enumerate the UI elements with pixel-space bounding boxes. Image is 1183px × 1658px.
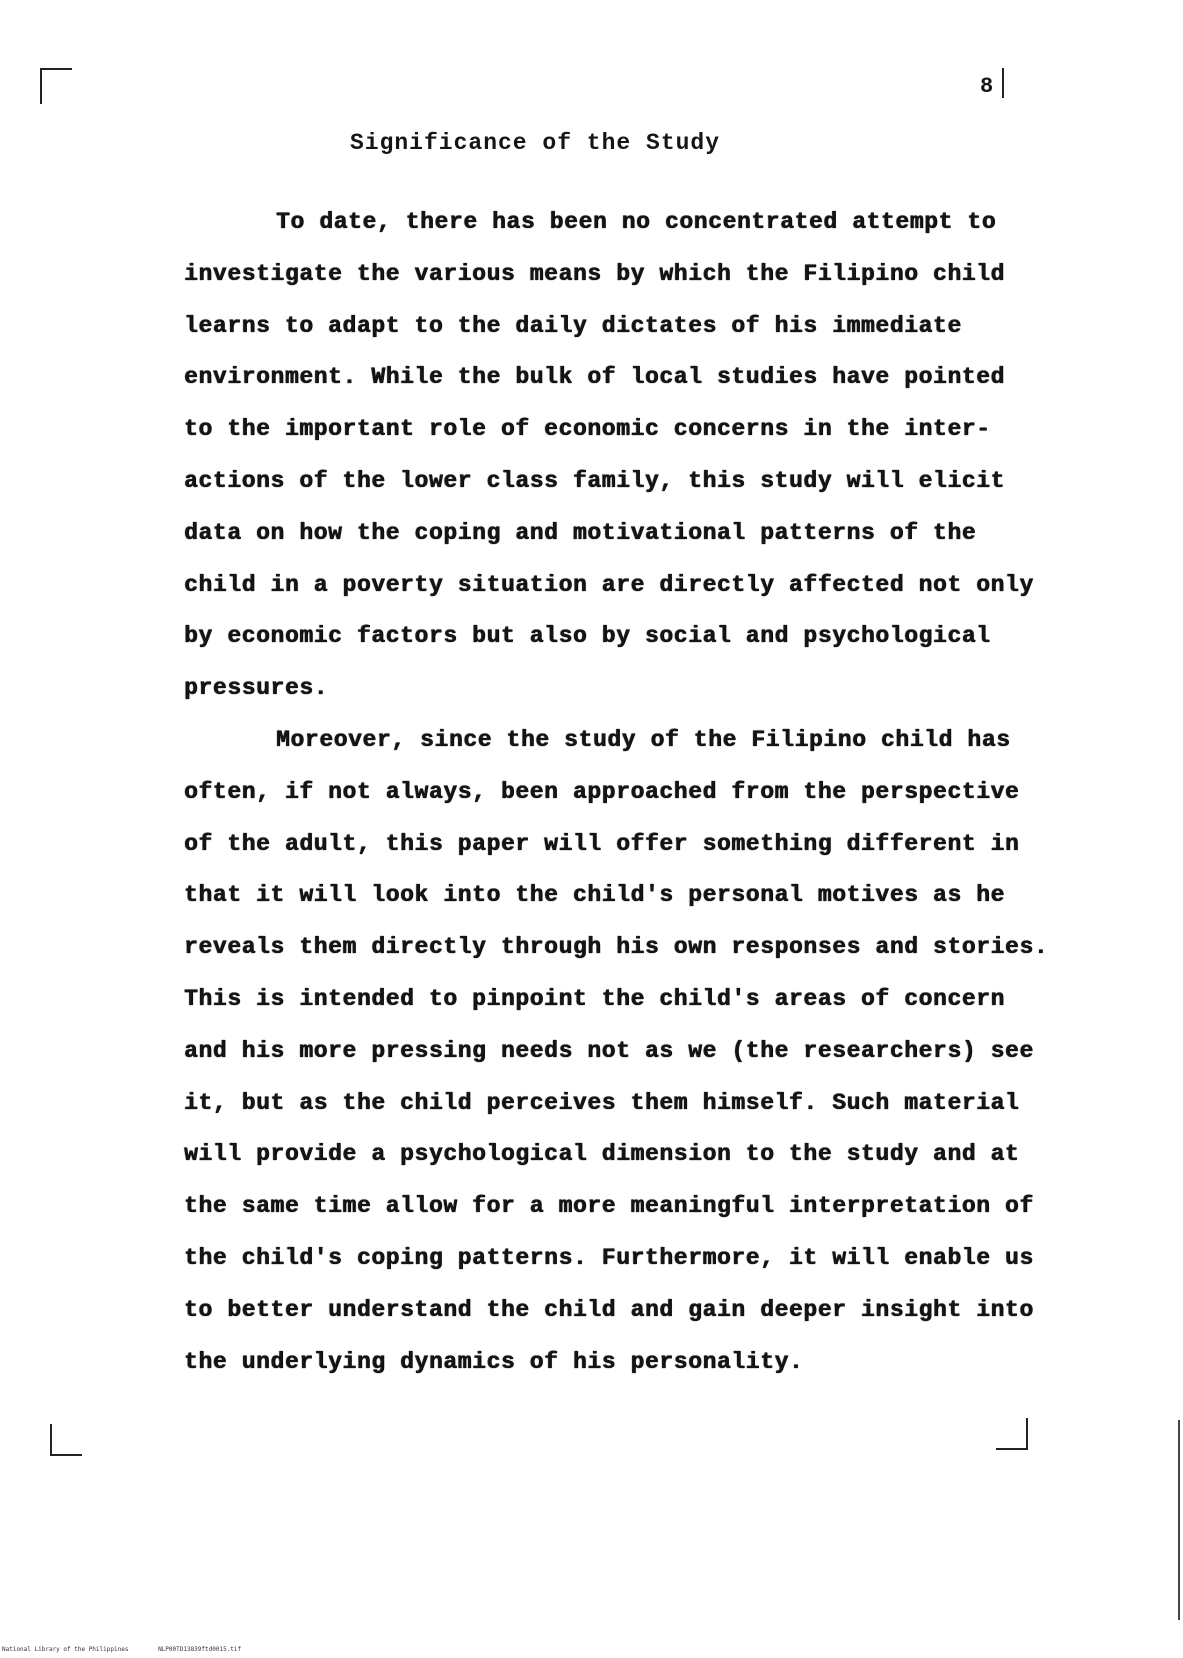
text-line: the child's coping patterns. Furthermore, it will enable us (184, 1244, 1034, 1271)
text-line: it, but as the child perceives them himself. Such material (184, 1089, 1020, 1116)
section-title: Significance of the Study (349, 130, 721, 156)
text-line: the underlying dynamics of his personality. (184, 1348, 804, 1375)
text-line: the same time allow for a more meaningful interpretation of (184, 1193, 1034, 1220)
crop-mark-top-left (40, 68, 72, 104)
paragraph-1 (88, 197, 1034, 715)
scan-footer (2, 1646, 267, 1653)
text-line: by economic factors but also by social and psychological (184, 623, 991, 650)
crop-mark-bottom-left (50, 1424, 82, 1456)
scan-edge-line (1178, 1420, 1180, 1620)
text-line: of the adult, this paper will offer something different in (184, 830, 1020, 857)
text-line: will provide a psychological dimension to the study and at (184, 1141, 1020, 1168)
page-number: 8 (980, 74, 994, 99)
text-line: investigate the various means by which the Filipino child (184, 260, 1005, 287)
text-line: and his more pressing needs not as we (the researchers) see (184, 1037, 1034, 1064)
crop-mark-bottom-right (996, 1418, 1028, 1450)
text-line: environment. While the bulk of local studies have pointed (184, 364, 1005, 391)
text-line: to better understand the child and gain deeper insight into (184, 1296, 1034, 1323)
text-line: Moreover, since the study of the Filipino child has (276, 726, 1011, 753)
text-line: child in a poverty situation are directly affected not only (184, 571, 1034, 598)
text-line: learns to adapt to the daily dictates of his immediate (184, 312, 962, 339)
footer-filename: NLP00TD13839ftd0015.tif (158, 1646, 242, 1653)
text-line: reveals them directly through his own responses and stories. (184, 934, 1049, 961)
body-text (88, 197, 1049, 1388)
text-line: data on how the coping and motivational patterns of the (184, 519, 977, 546)
footer-source: National Library of the Philippines (2, 1646, 129, 1653)
paragraph-2 (88, 715, 1049, 1388)
text-line: To date, there has been no concentrated attempt to (276, 209, 997, 235)
text-line: often, if not always, been approached from the perspective (184, 778, 1020, 805)
text-line: pressures. (184, 675, 329, 702)
text-line: that it will look into the child's personal motives as he (184, 882, 1005, 909)
text-line: actions of the lower class family, this study will elicit (184, 467, 1005, 494)
text-line: to the important role of economic concerns in the inter- (184, 416, 991, 443)
text-line: This is intended to pinpoint the child's areas of concern (184, 985, 1005, 1012)
